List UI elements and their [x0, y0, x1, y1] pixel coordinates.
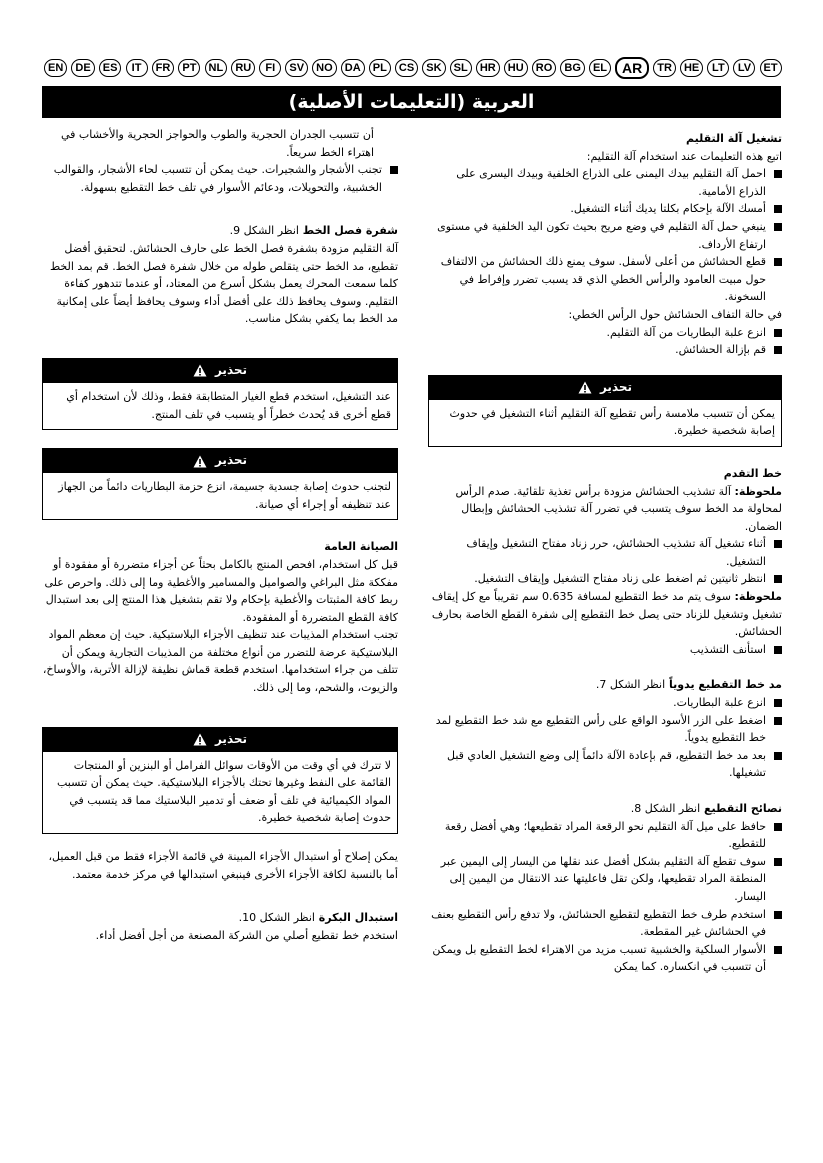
- language-option-ru: RU: [231, 59, 255, 77]
- heading-text: مد خط التقطيع يدوياً: [669, 678, 782, 692]
- bullet-item: [428, 165, 782, 200]
- bullet-square-icon: [774, 946, 782, 954]
- warning-title: تحذير: [214, 453, 248, 468]
- bullet-item: [428, 941, 782, 976]
- bullet-text: احمل آلة التقليم بيدك اليمنى على الذراع الخلفية وبيدك اليسرى على الذراع الأمامية.: [456, 167, 766, 198]
- language-option-ro: RO: [532, 59, 557, 77]
- warning-box: [42, 358, 398, 430]
- language-option-sk: SK: [422, 59, 445, 77]
- warning-box: [42, 448, 398, 520]
- section-heading-spool-replacement: [42, 909, 398, 927]
- language-option-lt: LT: [707, 59, 729, 77]
- note-text: آلة تشذيب الحشائش مزودة برأس تغذية تلقائية. صدم الرأس لمحاولة مد الخط سوف يتسبب في تضرر آلة تشذيب الحشائش وإبطال الضمان.: [455, 484, 782, 533]
- warning-box: [42, 727, 398, 834]
- bullet-text: استأنف التشذيب: [689, 642, 766, 656]
- section-heading-operation: تشغيل آلة التقليم: [686, 132, 782, 145]
- language-option-tr: TR: [653, 59, 676, 77]
- bullet-item: [428, 200, 782, 218]
- language-option-bg: BG: [560, 59, 585, 77]
- bullet-item: [428, 712, 782, 747]
- figure-reference: انظر الشكل 10.: [238, 911, 315, 925]
- bullet-text: انتظر ثانيتين ثم اضغط على زناد مفتاح التشغيل وإيقاف التشغيل.: [474, 572, 766, 586]
- bullet-square-icon: [774, 858, 782, 866]
- language-option-cs: CS: [395, 59, 418, 77]
- note-text: سوف يتم مد خط التقطيع لمسافة 0.635 سم تقريباً مع كل إيقاف تشغيل وتشغيل للزناد حتى يصل خط التقطيع إلى شفرة القطع الخاصة بحارف الحشائش.: [431, 590, 782, 639]
- right-column: [428, 126, 782, 976]
- language-option-es: ES: [99, 59, 122, 77]
- warning-title: تحذير: [214, 363, 248, 378]
- note-label: ملحوظة:: [734, 484, 782, 498]
- bullet-text: حافظ على ميل آلة التقليم نحو الرقعة المراد تقطيعها؛ وهي أفضل رقعة للتقطيع.: [444, 819, 766, 851]
- figure-reference: انظر الشكل 7.: [595, 678, 666, 692]
- bullet-square-icon: [774, 823, 782, 831]
- paragraph: أن تتسبب الجدران الحجرية والطوب والحواجز الحجرية والأخشاب في اهتراء الخط سريعاً.: [60, 128, 374, 159]
- paragraph: استخدم خط تقطيع أصلي من الشركة المصنعة من أجل أفضل أداء.: [95, 928, 398, 942]
- language-option-hu: HU: [504, 59, 528, 77]
- bullet-square-icon: [390, 166, 398, 174]
- section-heading-cutting-tips: [428, 800, 782, 818]
- section-heading-line-advance: خط التقدم: [723, 466, 782, 480]
- bullet-item: [428, 324, 782, 342]
- warning-header: [429, 376, 781, 400]
- bullet-item: [428, 747, 782, 782]
- bullet-square-icon: [774, 205, 782, 213]
- language-option-da: DA: [341, 59, 365, 77]
- bullet-square-icon: [774, 911, 782, 919]
- bullet-square-icon: [774, 540, 782, 548]
- bullet-list: [428, 818, 782, 976]
- language-option-nl: NL: [205, 59, 228, 77]
- figure-reference: انظر الشكل 8.: [630, 802, 701, 815]
- language-option-he: HE: [680, 59, 703, 77]
- bullet-square-icon: [774, 646, 782, 654]
- warning-triangle-icon: [578, 381, 592, 394]
- bullet-text: انزع علبة البطاريات من آلة التقليم.: [606, 325, 766, 339]
- warning-triangle-icon: [193, 364, 207, 377]
- note-label: ملحوظة:: [734, 590, 782, 604]
- bullet-text: سوف تقطع آلة التقليم بشكل أفضل عند نقلها من اليسار إلى اليمين عبر المنطقة المراد تقطيعها، ولكن تقل فاعليتها عند الانتقال من اليمين إلى اليسار.: [440, 854, 766, 903]
- language-option-pt: PT: [178, 59, 200, 77]
- bullet-text: بعد مد خط التقطيع، قم بإعادة الآلة دائماً إلى وضع التشغيل العادي قبل تشغيلها.: [447, 748, 766, 780]
- heading-text: شفرة فصل الخط: [302, 224, 398, 238]
- language-option-it: IT: [126, 59, 148, 77]
- left-column: [42, 126, 398, 944]
- bullet-item: [428, 906, 782, 941]
- page-title: العربية (التعليمات الأصلية): [42, 86, 781, 118]
- bullet-item: [42, 161, 398, 196]
- bullet-text: الأسوار السلكية والخشبية تسبب مزيد من الاهتراء لخط التقطيع بل ويمكن أن تتسبب في انكساره. كما يمكن: [432, 942, 766, 974]
- warning-title: تحذير: [214, 731, 248, 746]
- warning-triangle-icon: [193, 455, 207, 468]
- bullet-item: [428, 570, 782, 588]
- warning-triangle-icon: [193, 733, 207, 746]
- language-option-fi: FI: [259, 59, 281, 77]
- bullet-item: [428, 218, 782, 253]
- bullet-square-icon: [774, 699, 782, 707]
- bullet-text: تجنب الأشجار والشجيرات. حيث يمكن أن تتسبب لحاء الأشجار، والقوالب الخشبية، والتحويلات، ودعائم الأسوار في تلف خط التقطيع بسهولة.: [53, 163, 382, 194]
- bullet-square-icon: [774, 329, 782, 337]
- bullet-item: [428, 253, 782, 306]
- bullet-text: استخدم طرف خط التقطيع لتقطيع الحشائش، ولا تدفع رأس التقطيع بعنف في الحشائش غير المقطعة.: [431, 907, 766, 939]
- warning-text: يمكن أن تتسبب ملامسة رأس تقطيع آلة التقليم أثناء التشغيل في حدوث إصابة شخصية خطيرة.: [449, 406, 775, 438]
- bullet-list: [428, 641, 782, 659]
- language-option-de: DE: [71, 59, 94, 77]
- bullet-square-icon: [774, 717, 782, 725]
- language-option-hr: HR: [476, 59, 500, 77]
- language-option-en: EN: [44, 59, 67, 77]
- language-option-no: NO: [312, 59, 337, 77]
- paragraph: في حالة التفاف الحشائش حول الرأس الخطي:: [568, 307, 782, 321]
- bullet-item: [428, 853, 782, 906]
- paragraph: آلة التقليم مزودة بشفرة فصل الخط على حارف الحشائش. لتحقيق أفضل تقطيع، مد الخط حتى يتقلص طوله من خلال شفرة فصل الخط. قم بمد الخط كلما سمعت المحرك يعمل بشكل أسرع من المعتاد، أو عندما تتدهور كفاءة التقليم. وسوف يحافظ ذلك على أفضل أداء وسوف يحافظ أيضاً على إمكانية مد الخط بما يكفي بشكل مناسب.: [49, 241, 398, 326]
- language-option-pl: PL: [369, 59, 391, 77]
- bullet-list: [428, 535, 782, 588]
- warning-title: تحذير: [599, 379, 633, 394]
- note: [428, 483, 782, 536]
- note: [428, 588, 782, 641]
- language-option-lv: LV: [733, 59, 755, 77]
- bullet-text: قطع الحشائش من أعلى لأسفل. سوف يمنع ذلك الحشائش من الالتفاف حول مبيت العامود والرأس الخطي الذي قد يسبب تضرر وإفراط في السخونة.: [440, 255, 766, 304]
- paragraph: يمكن إصلاح أو استبدال الأجزاء المبينة في قائمة الأجزاء فقط من قبل العميل، أما بالنسبة لكافة الأجزاء الأخرى فينبغي استبدالها في مركز خدمة معتمد.: [48, 850, 398, 881]
- bullet-text: أثناء تشغيل آلة تشذيب الحشائش، حرر زناد مفتاح التشغيل وإيقاف التشغيل.: [466, 537, 766, 568]
- bullet-list: [428, 324, 782, 359]
- language-option-sv: SV: [285, 59, 308, 77]
- bullet-text: ينبغي حمل آلة التقليم في وضع مريح بحيث تكون اليد الخلفية في مستوى ارتفاع الأرداف.: [437, 219, 766, 251]
- warning-header: [43, 728, 397, 752]
- bullet-item: [428, 694, 782, 712]
- heading-text: استبدال البكرة: [318, 911, 398, 925]
- bullet-square-icon: [774, 752, 782, 760]
- bullet-text: انزع علبة البطاريات.: [673, 696, 766, 710]
- bullet-list: [428, 694, 782, 782]
- warning-header: [43, 449, 397, 473]
- section-heading-manual-line: [428, 676, 782, 694]
- section-heading-line-cutter: [42, 222, 398, 240]
- figure-reference: انظر الشكل 9.: [229, 224, 299, 238]
- warning-text: عند التشغيل، استخدم قطع الغيار المتطابقة فقط، وذلك لأن استخدام أي قطع أخرى قد يُحدث خطراً أو يتسبب في تلف المنتج.: [66, 389, 391, 421]
- bullet-square-icon: [774, 223, 782, 231]
- language-option-el: EL: [589, 59, 611, 77]
- continued-text: [42, 126, 398, 161]
- heading-text: نصائح التقطيع: [703, 802, 782, 815]
- warning-box: [428, 375, 782, 447]
- bullet-text: قم بإزالة الحشائش.: [675, 343, 766, 357]
- bullet-list: [428, 165, 782, 306]
- language-option-fr: FR: [152, 59, 175, 77]
- warning-text: لا تترك في أي وقت من الأوقات سوائل الفرامل أو البنزين أو المنتجات القائمة على النفط وغيرها تحتك بالأجزاء البلاستيكية. حيث يمكن أن تتسبب المواد الكيميائية في تلف أو ضعف أو تدمير البلاستيك مما قد يتسبب في حدوث إصابة شخصية خطيرة.: [56, 758, 391, 825]
- paragraph: تجنب استخدام المذيبات عند تنظيف الأجزاء البلاستيكية. حيث إن معظم المواد البلاستيكية عرضة للتضرر من أنواع مختلفة من المذيبات التجارية ويمكن أن تتلف من جراء استخدامها. استخدم قطعة قماش نظيفة لإزالة الأتربة، والأوساخ، والزيوت، والشحم، وما إلى ذلك.: [42, 628, 398, 695]
- language-option-et: ET: [760, 59, 782, 77]
- warning-text: لتجنب حدوث إصابة جسدية جسيمة، انزع حزمة البطاريات دائماً من الجهاز عند تنظيفه أو إجراء أي صيانة.: [58, 480, 391, 511]
- bullet-text: اضغط على الزر الأسود الواقع على رأس التقطيع مع شد خط التقطيع لمد خط التقطيع يدوياً.: [435, 713, 766, 745]
- section-heading-general-maintenance: الصيانة العامة: [324, 540, 398, 554]
- bullet-item: [428, 818, 782, 853]
- warning-header: [43, 359, 397, 383]
- bullet-item: [428, 341, 782, 359]
- language-selector: [44, 56, 782, 80]
- language-option-sl: SL: [450, 59, 472, 77]
- bullet-item: [428, 641, 782, 659]
- bullet-square-icon: [774, 258, 782, 266]
- language-option-ar: AR: [615, 57, 649, 79]
- bullet-square-icon: [774, 575, 782, 583]
- bullet-square-icon: [774, 170, 782, 178]
- paragraph: قبل كل استخدام، افحص المنتج بالكامل بحثاً عن أجزاء متضررة أو مفقودة أو مفككة مثل البراغي والصواميل والمسامير والأغطية وما إلى ذلك. واحرص على ربط كافة المثبتات والأغطية بإحكام ولا تقم بتشغيل هذا المنتج إلى بعد استبدال كافة القطع المتضررة أو المفقودة.: [44, 557, 398, 624]
- paragraph: اتبع هذه التعليمات عند استخدام آلة التقليم:: [586, 149, 782, 163]
- bullet-square-icon: [774, 346, 782, 354]
- bullet-text: أمسك الآلة بإحكام بكلتا يديك أثناء التشغيل.: [570, 202, 766, 216]
- bullet-item: [428, 535, 782, 570]
